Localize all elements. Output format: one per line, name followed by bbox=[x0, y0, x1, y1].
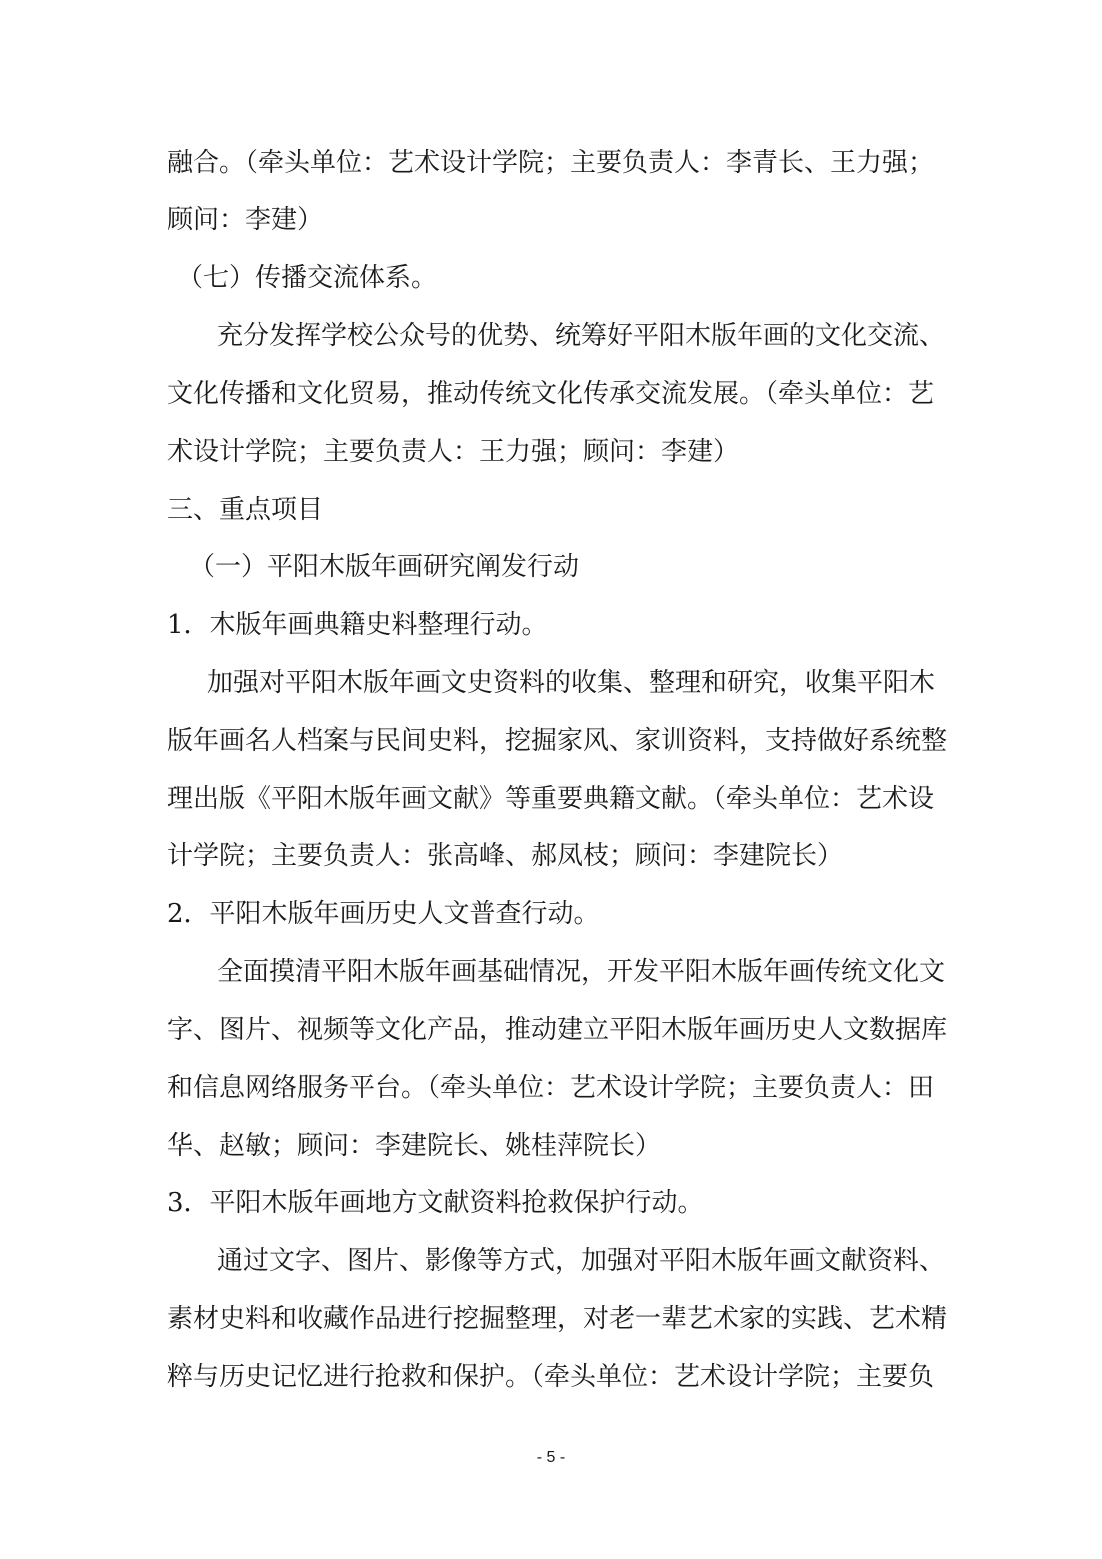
paragraph-line: 粹与历史记忆进行抢救和保护。（牵头单位：艺术设计学院；主要负 bbox=[167, 1362, 935, 1392]
paragraph-line: 术设计学院；主要负责人：王力强；顾问：李建） bbox=[167, 437, 740, 467]
paragraph-line: 顾问：李建） bbox=[167, 205, 324, 235]
item-heading: 1．木版年画典籍史料整理行动。 bbox=[167, 610, 548, 640]
paragraph-line: 充分发挥学校公众号的优势、统筹好平阳木版年画的文化交流、 bbox=[217, 321, 946, 351]
section-heading: （一）平阳木版年画研究阐发行动 bbox=[189, 552, 580, 582]
paragraph-line: 计学院；主要负责人：张高峰、郝凤枝；顾问：李建院长） bbox=[167, 841, 844, 871]
item-heading: 3．平阳木版年画地方文献资料抢救保护行动。 bbox=[167, 1188, 704, 1218]
paragraph-line: 素材史料和收藏作品进行挖掘整理，对老一辈艺术家的实践、艺术精 bbox=[167, 1304, 948, 1334]
paragraph-line: 华、赵敏；顾问：李建院长、姚桂萍院长） bbox=[167, 1131, 662, 1161]
paragraph-line: 融合。（牵头单位：艺术设计学院；主要负责人：李青长、王力强； bbox=[167, 148, 935, 178]
paragraph-line: 版年画名人档案与民间史料，挖掘家风、家训资料，支持做好系统整 bbox=[167, 726, 948, 756]
paragraph-line: 理出版《平阳木版年画文献》等重要典籍文献。（牵头单位：艺术设 bbox=[167, 784, 935, 814]
paragraph-line: 文化传播和文化贸易，推动传统文化传承交流发展。（牵头单位：艺 bbox=[167, 379, 935, 409]
item-heading: 2．平阳木版年画历史人文普查行动。 bbox=[167, 899, 600, 929]
paragraph-line: 字、图片、视频等文化产品，推动建立平阳木版年画历史人文数据库 bbox=[167, 1015, 948, 1045]
section-heading: 三、重点项目 bbox=[167, 495, 324, 525]
page-number: - 5 - bbox=[536, 1449, 566, 1466]
paragraph-line: 通过文字、图片、影像等方式，加强对平阳木版年画文献资料、 bbox=[217, 1246, 946, 1276]
paragraph-line: 加强对平阳木版年画文史资料的收集、整理和研究，收集平阳木 bbox=[207, 668, 936, 698]
section-heading: （七）传播交流体系。 bbox=[177, 263, 438, 293]
paragraph-line: 和信息网络服务平台。（牵头单位：艺术设计学院；主要负责人：田 bbox=[167, 1073, 935, 1103]
paragraph-line: 全面摸清平阳木版年画基础情况，开发平阳木版年画传统文化文 bbox=[217, 957, 946, 987]
